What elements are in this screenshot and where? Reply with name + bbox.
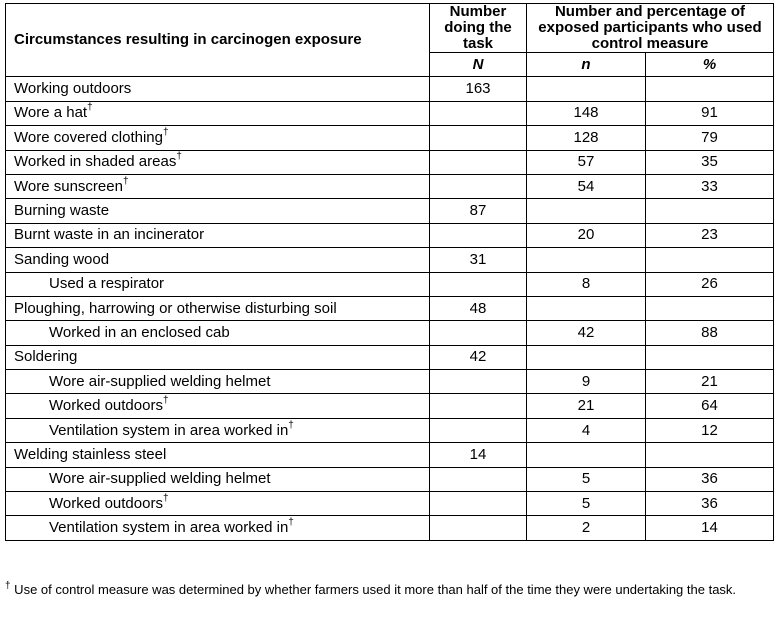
cell-number-doing bbox=[430, 467, 527, 491]
control-measure-label bbox=[6, 418, 430, 442]
task-label bbox=[6, 345, 430, 369]
cell-number-doing: 14 bbox=[430, 443, 527, 467]
dagger-mark: † bbox=[87, 102, 93, 114]
cell-n bbox=[527, 199, 646, 223]
cell-number-doing bbox=[430, 272, 527, 296]
cell-percent: 21 bbox=[646, 370, 774, 394]
cell-number-doing bbox=[430, 126, 527, 150]
task-label bbox=[6, 199, 430, 223]
cell-number-doing bbox=[430, 223, 527, 247]
task-label bbox=[6, 248, 430, 272]
dagger-mark: † bbox=[162, 395, 169, 407]
control-measure-label bbox=[6, 101, 430, 125]
table-row bbox=[6, 345, 774, 369]
table-row bbox=[6, 101, 774, 125]
row-label-text: Wore covered clothing bbox=[14, 128, 163, 146]
subheader-n: n bbox=[527, 53, 646, 77]
cell-number-doing bbox=[430, 516, 527, 540]
table-row bbox=[6, 516, 774, 540]
row-label-text: Working outdoors bbox=[14, 80, 132, 98]
row-label-text: Worked outdoors bbox=[49, 494, 163, 512]
table-row bbox=[6, 418, 774, 442]
dagger-mark: † bbox=[288, 419, 294, 431]
table-row bbox=[6, 370, 774, 394]
table-row bbox=[6, 77, 774, 101]
table-row bbox=[6, 174, 774, 198]
cell-number-doing: 31 bbox=[430, 248, 527, 272]
row-label-text: Welding stainless steel bbox=[14, 445, 167, 463]
header-control-measure: Number and percentage of exposed participants who used control measure bbox=[527, 4, 774, 53]
cell-percent bbox=[646, 443, 774, 467]
cell-number-doing bbox=[430, 174, 527, 198]
cell-n: 54 bbox=[527, 174, 646, 198]
cell-n: 42 bbox=[527, 321, 646, 345]
cell-number-doing bbox=[430, 370, 527, 394]
control-measure-label bbox=[6, 370, 430, 394]
cell-percent bbox=[646, 199, 774, 223]
cell-n: 128 bbox=[527, 126, 646, 150]
table-row bbox=[6, 223, 774, 247]
row-label-text: Worked in shaded areas bbox=[14, 153, 177, 171]
cell-percent: 23 bbox=[646, 223, 774, 247]
footnote-text: Use of control measure was determined by whether farmers used it more than half of the time they were undertaking the task. bbox=[10, 582, 737, 597]
cell-percent: 33 bbox=[646, 174, 774, 198]
task-label bbox=[6, 443, 430, 467]
control-measure-label bbox=[6, 272, 430, 296]
table-row bbox=[6, 321, 774, 345]
dagger-mark: † bbox=[162, 492, 169, 504]
cell-percent: 12 bbox=[646, 418, 774, 442]
cell-n: 4 bbox=[527, 418, 646, 442]
control-measure-label bbox=[6, 126, 430, 150]
footnote bbox=[5, 582, 745, 598]
table-row bbox=[6, 248, 774, 272]
cell-percent: 14 bbox=[646, 516, 774, 540]
cell-number-doing bbox=[430, 492, 527, 516]
cell-percent bbox=[646, 248, 774, 272]
row-label-text: Wore air-supplied welding helmet bbox=[49, 470, 271, 488]
row-label-text: Wore air-supplied welding helmet bbox=[49, 372, 271, 390]
row-label-text: Wore sunscreen bbox=[14, 177, 123, 195]
table-row bbox=[6, 272, 774, 296]
table-row bbox=[6, 492, 774, 516]
dagger-mark: † bbox=[176, 151, 182, 163]
row-label-text: Ventilation system in area worked in bbox=[49, 421, 289, 439]
cell-number-doing bbox=[430, 321, 527, 345]
cell-number-doing bbox=[430, 394, 527, 418]
cell-percent: 36 bbox=[646, 467, 774, 491]
header-number-doing: Number doing the task bbox=[430, 4, 527, 53]
cell-n: 8 bbox=[527, 272, 646, 296]
cell-n: 57 bbox=[527, 150, 646, 174]
cell-percent bbox=[646, 77, 774, 101]
cell-n: 148 bbox=[527, 101, 646, 125]
control-measure-label bbox=[6, 492, 430, 516]
control-measure-label bbox=[6, 150, 430, 174]
carcinogen-exposure-table bbox=[5, 3, 774, 541]
cell-percent: 64 bbox=[646, 394, 774, 418]
row-label-text: Ventilation system in area worked in bbox=[49, 519, 289, 537]
cell-n: 21 bbox=[527, 394, 646, 418]
subheader-N: N bbox=[430, 53, 527, 77]
table-row bbox=[6, 394, 774, 418]
cell-n: 5 bbox=[527, 492, 646, 516]
footnote-dagger: † bbox=[5, 580, 11, 592]
table-row bbox=[6, 467, 774, 491]
cell-percent: 88 bbox=[646, 321, 774, 345]
cell-percent: 26 bbox=[646, 272, 774, 296]
dagger-mark: † bbox=[122, 175, 129, 187]
header-row bbox=[6, 4, 774, 53]
table-row bbox=[6, 296, 774, 320]
row-label-text: Used a respirator bbox=[49, 275, 165, 293]
control-measure-label bbox=[6, 467, 430, 491]
row-label-text: Burning waste bbox=[14, 202, 110, 220]
cell-n: 20 bbox=[527, 223, 646, 247]
control-measure-label bbox=[6, 394, 430, 418]
cell-n: 5 bbox=[527, 467, 646, 491]
control-measure-label bbox=[6, 516, 430, 540]
cell-number-doing: 163 bbox=[430, 77, 527, 101]
task-label bbox=[6, 77, 430, 101]
row-label-text: Burnt waste in an incinerator bbox=[14, 226, 205, 244]
cell-n bbox=[527, 77, 646, 101]
cell-percent: 91 bbox=[646, 101, 774, 125]
control-measure-label bbox=[6, 174, 430, 198]
cell-number-doing: 87 bbox=[430, 199, 527, 223]
table-row bbox=[6, 199, 774, 223]
row-label-text: Sanding wood bbox=[14, 250, 110, 268]
cell-number-doing: 48 bbox=[430, 296, 527, 320]
control-measure-label bbox=[6, 223, 430, 247]
cell-percent bbox=[646, 296, 774, 320]
cell-percent: 36 bbox=[646, 492, 774, 516]
row-label-text: Soldering bbox=[14, 348, 78, 366]
cell-n bbox=[527, 296, 646, 320]
header-circumstances: Circumstances resulting in carcinogen exposure bbox=[6, 4, 430, 77]
dagger-mark: † bbox=[288, 517, 294, 529]
cell-n bbox=[527, 248, 646, 272]
cell-number-doing bbox=[430, 418, 527, 442]
control-measure-label bbox=[6, 321, 430, 345]
cell-number-doing bbox=[430, 150, 527, 174]
table-row bbox=[6, 150, 774, 174]
cell-percent: 79 bbox=[646, 126, 774, 150]
cell-n bbox=[527, 345, 646, 369]
table-row bbox=[6, 126, 774, 150]
table-body bbox=[6, 77, 774, 540]
cell-percent: 35 bbox=[646, 150, 774, 174]
subheader-percent: % bbox=[646, 53, 774, 77]
cell-n bbox=[527, 443, 646, 467]
dagger-mark: † bbox=[162, 126, 169, 138]
task-label bbox=[6, 296, 430, 320]
row-label-text: Worked in an enclosed cab bbox=[49, 323, 230, 341]
row-label-text: Ploughing, harrowing or otherwise disturbing soil bbox=[14, 299, 337, 317]
table-row bbox=[6, 443, 774, 467]
cell-number-doing bbox=[430, 101, 527, 125]
row-label-text: Wore a hat bbox=[14, 104, 88, 122]
row-label-text: Worked outdoors bbox=[49, 397, 163, 415]
cell-n: 9 bbox=[527, 370, 646, 394]
cell-percent bbox=[646, 345, 774, 369]
cell-number-doing: 42 bbox=[430, 345, 527, 369]
cell-n: 2 bbox=[527, 516, 646, 540]
